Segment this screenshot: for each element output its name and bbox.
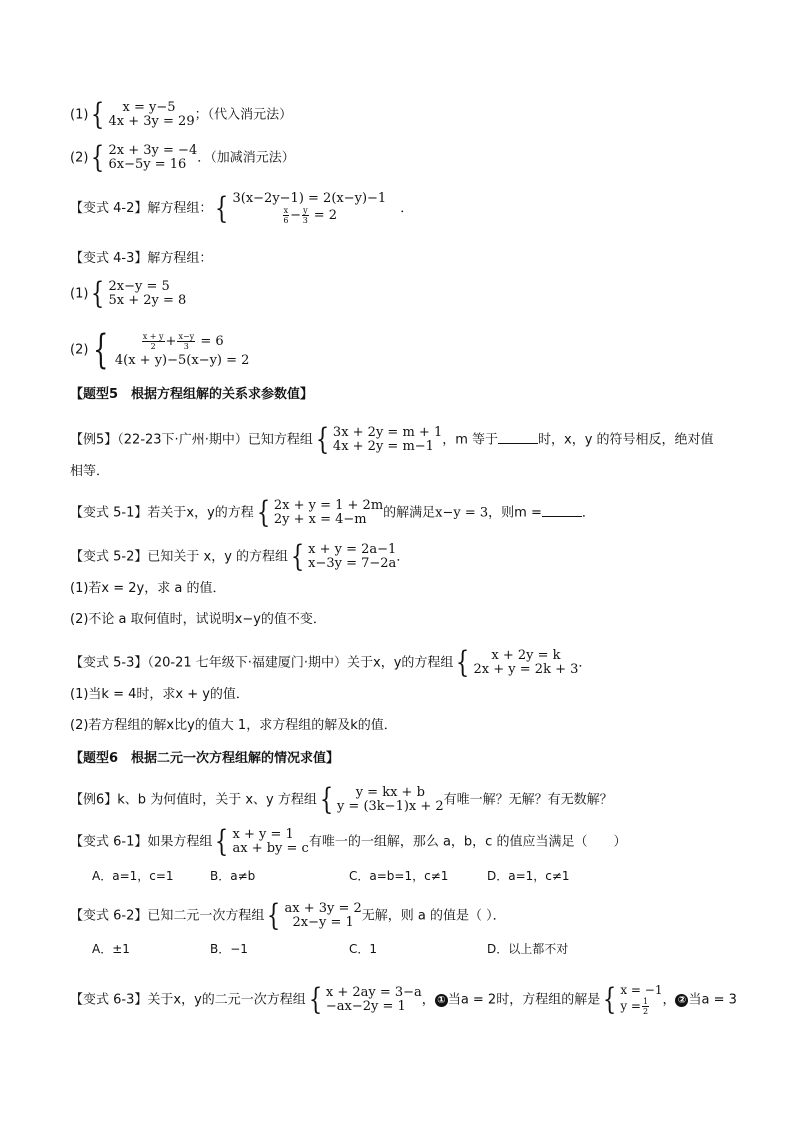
equation-row: 3x + 2y = m + 1 [332, 425, 443, 440]
question-text: k、b 为何值时，关于 x、y 方程组 [117, 792, 317, 808]
option-a[interactable]: A．±1 [92, 942, 130, 956]
equation-system: { 2x−y = 5 5x + 2y = 8 [91, 276, 187, 311]
equation-system: { $\frac{x + y}{2}$ + $\frac{x-y}{3}$ = 6 4(x + y)−5(x−y) = 2 [93, 327, 250, 373]
equation-row: ax + 3y = 2 [284, 901, 362, 916]
equation-system: { 2x + 3y = −4 6x−5y = 16 [91, 140, 198, 175]
part-label: (1) [70, 107, 89, 123]
variant-5-1 [70, 495, 595, 530]
sub-question-1: (1)当k = 4时，求x + y的值． [70, 687, 249, 702]
question-tag: 【变式 5-2】 [70, 549, 148, 565]
option-c[interactable]: C．a=b=1，c≠1 [349, 869, 449, 883]
option-b[interactable]: B．−1 [210, 942, 248, 956]
equation-system: { 3x + 2y = m + 1 4x + 2y = m−1 [315, 422, 443, 457]
option-c[interactable]: C．1 [349, 942, 378, 956]
section-heading: 【题型5 根据方程组解的关系求参数值】 [70, 387, 314, 402]
question-text: 若关于x，y的方程 [147, 505, 254, 521]
question-text: 无解，则 a 的值是（ ）． [361, 908, 506, 924]
question-text: （22-23下·广州·期中）已知方程组 [117, 432, 313, 448]
solution-row: y = $\frac{1}{2}$ [620, 997, 649, 1016]
question-tag: 【变式 5-3】 [70, 655, 148, 671]
question-text: 解方程组： [147, 251, 213, 266]
sub-question-2: (2)不论 a 取何值时，试说明x−y的值不变． [70, 612, 326, 627]
circled-number-1: ① [435, 994, 448, 1007]
circled-number-2: ② [675, 994, 688, 1007]
sub-question-1: (1)若x = 2y，求 a 的值． [70, 581, 226, 596]
question-text: 已知关于 x，y 的方程组 [147, 549, 289, 565]
question-text: （20-21 七年级下·福建厦门·期中）关于x，y的方程组 [147, 655, 454, 671]
question-text: ，则m = [488, 505, 542, 521]
question-text: 有唯一解？无解？有无数解？ [443, 792, 613, 808]
period: ． [396, 549, 410, 565]
equation-system: { ax + 3y = 2 2x−y = 1 [267, 898, 362, 933]
option-b[interactable]: B．a≠b [210, 869, 256, 883]
equation-system: { x + y = 1 ax + by = c [215, 824, 309, 859]
question-text: 当a = 2时，方程组的解是 [447, 992, 601, 1008]
period: ． [400, 201, 414, 216]
answer-blank[interactable] [498, 431, 538, 444]
period: ． [578, 655, 592, 671]
variant-4-3 [70, 250, 212, 268]
equation-row: x−3y = 7−2a [308, 556, 397, 571]
example-6 [70, 782, 613, 817]
question-text: ，m 等于 [442, 432, 499, 448]
equation-system: { y = kx + b y = (3k−1)x + 2 [319, 782, 444, 817]
part-label: (2) [70, 342, 89, 358]
section-heading: 【题型6 根据二元一次方程组解的情况求值】 [70, 751, 340, 766]
question-text: 解方程组： [147, 201, 213, 216]
answer-blank[interactable] [542, 504, 582, 517]
option-a[interactable]: A．a=1，c=1 [92, 869, 174, 883]
equation-row: y = (3k−1)x + 2 [336, 799, 444, 814]
question-tag: 【变式 6-2】 [70, 908, 148, 924]
equation-row: ax + by = c [232, 841, 309, 856]
example-5 [70, 422, 714, 457]
equation-row: 2x−y = 1 [292, 915, 354, 930]
question-text: 如果方程组 [147, 834, 213, 850]
equation-row: −ax−2y = 1 [325, 999, 406, 1014]
equation-system: { x + 2y = k 2x + y = 2k + 3 [456, 645, 579, 680]
question-text: 时，x，y 的符号相反，绝对值 [538, 432, 714, 448]
equation-row: 4(x + y)−5(x−y) = 2 [114, 353, 250, 368]
equation-system: { x + 2ay = 3−a −ax−2y = 1 [308, 982, 422, 1017]
question-text: 有唯一的一组解，那么 a，b，c 的值应当满足（ ） [308, 834, 627, 850]
equation-row: $\frac{x}{6}$ − $\frac{y}{3}$ = 2 [283, 206, 338, 225]
equation-system: { 2x + y = 1 + 2m 2y + x = 4−m [256, 495, 384, 530]
equation-system: { 3(x−2y−1) = 2(x−y)−1 $\frac{x}{6}$ − $\frac{y}{3}$ = 2 [215, 190, 387, 226]
variant-4-3-part2 [70, 327, 250, 373]
problem-4-2-sub [70, 140, 295, 175]
variant-5-2 [70, 539, 410, 574]
question-tag: 【变式 6-3】 [70, 992, 148, 1008]
part-label: (1) [70, 286, 89, 302]
problem-4-1 [70, 97, 293, 132]
equation-row: $\frac{x + y}{2}$ + $\frac{x-y}{3}$ = 6 [142, 332, 224, 351]
equation-row: 3(x−2y−1) = 2(x−y)−1 [232, 191, 387, 206]
equation-row: 5x + 2y = 8 [108, 293, 187, 308]
condition: x−y = 3 [435, 505, 489, 521]
equation-system: { x + y = 2a−1 x−3y = 7−2a [290, 539, 397, 574]
equation-row: x + 2ay = 3−a [325, 985, 422, 1000]
equation-system: { x = y−5 4x + 3y = 29 [91, 97, 195, 132]
sub-question-2: (2)若方程组的解x比y的值大 1，求方程组的解及k的值． [70, 718, 397, 733]
method-note: ；（代入消元法） [194, 107, 293, 123]
equation-row: 2x + y = 1 + 2m [273, 498, 384, 513]
equation-row: 2x + 3y = −4 [108, 143, 198, 158]
equation-row: 2x + y = 2k + 3 [473, 662, 579, 677]
variant-6-1 [70, 824, 627, 859]
option-d[interactable]: D．a=1，c≠1 [487, 869, 570, 883]
equation-row: 6x−5y = 16 [108, 157, 187, 172]
equation-row: x = y−5 [122, 100, 176, 115]
part-label: (2) [70, 150, 89, 166]
variant-6-2 [70, 898, 506, 933]
variant-4-3-part1 [70, 276, 187, 311]
question-text-continued: 相等． [70, 464, 110, 479]
equation-row: x + y = 1 [232, 827, 294, 842]
period: ． [581, 505, 595, 521]
question-tag: 【变式 6-1】 [70, 834, 148, 850]
question-tag: 【例6】 [70, 792, 118, 808]
equation-row: 2x−y = 5 [108, 279, 170, 294]
question-text: 的解满足 [383, 505, 436, 521]
question-text: 关于x，y的二元一次方程组 [147, 992, 306, 1008]
equation-row: x + 2y = k [491, 648, 561, 663]
solution-row: x = −1 [620, 983, 663, 997]
solution-system: { x = −1 y = $\frac{1}{2}$ [603, 982, 663, 1017]
question-tag: 【变式 4-2】 [70, 201, 148, 216]
method-note: ．（加减消元法） [197, 150, 295, 166]
equation-row: 2y + x = 4−m [273, 512, 367, 527]
question-tag: 【变式 5-1】 [70, 505, 148, 521]
equation-row: 4x + 2y = m−1 [332, 439, 434, 454]
option-d[interactable]: D．以上都不对 [487, 942, 569, 956]
equation-row: 4x + 3y = 29 [108, 114, 195, 129]
question-tag: 【变式 4-3】 [70, 251, 148, 266]
variant-5-3 [70, 645, 592, 680]
equation-row: y = kx + b [355, 785, 425, 800]
variant-4-2 [70, 192, 413, 225]
question-text: 当a = 3 [688, 992, 737, 1008]
equation-row: x + y = 2a−1 [308, 542, 397, 557]
question-text: 已知二元一次方程组 [147, 908, 265, 924]
variant-6-3: 【变式 6-3】关于x，y的二元一次方程组 { x + 2ay = 3−a −ax−2y = 1 ， ① 当a = 2时，方程组的解是 { x = −1 y = $\frac{1}{2}$ ， ② 当a = 3 [70, 982, 737, 1017]
question-tag: 【例5】 [70, 432, 118, 448]
